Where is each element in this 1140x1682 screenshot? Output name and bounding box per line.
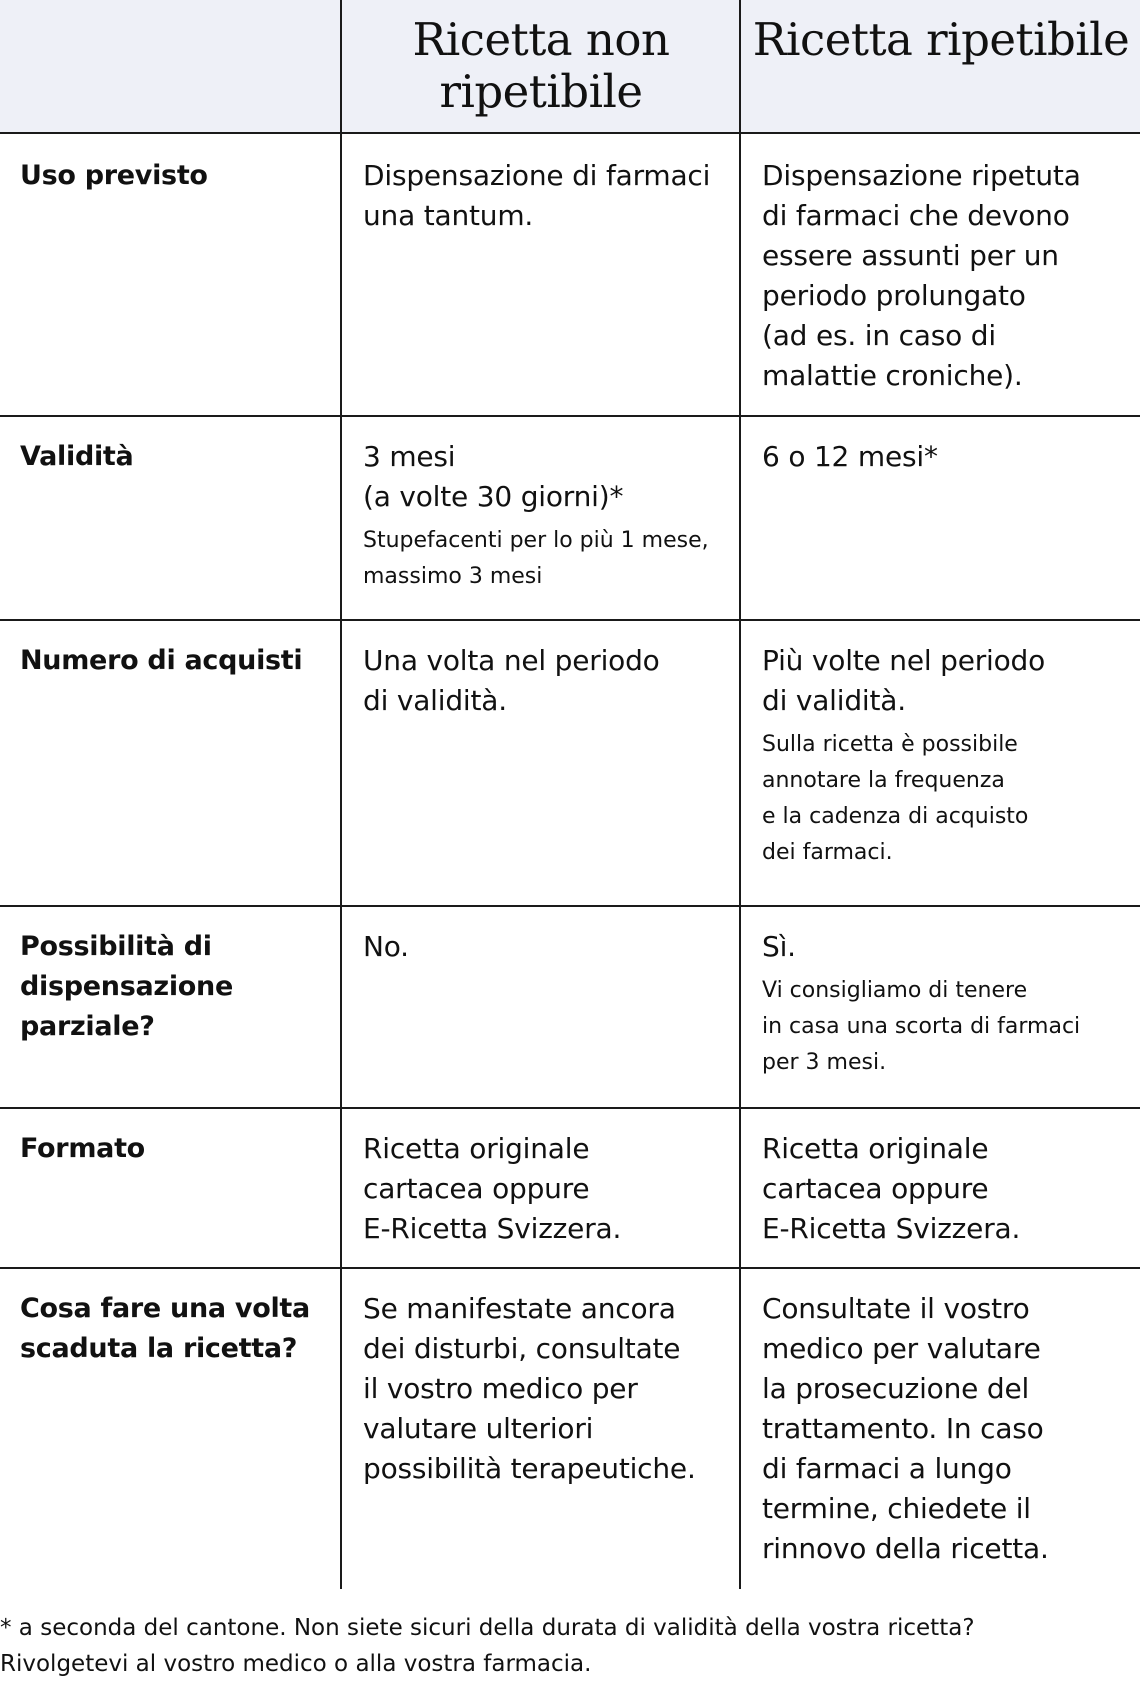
table-row-label <box>20 437 325 477</box>
table-row-label <box>20 641 325 681</box>
row-label-text: Cosa fare una volta scaduta la ricetta? <box>20 1293 310 1364</box>
row-divider <box>0 905 1140 907</box>
row-label-text: Possibilità di dispensazione parziale? <box>20 931 233 1042</box>
cell-main-text: Dispensazione di farmaci una tantum. <box>363 159 711 232</box>
table-cell-repeatable <box>762 437 1132 477</box>
table-cell-non-repeatable <box>363 1289 735 1489</box>
column-divider <box>340 0 342 1589</box>
cell-main-text: Sì. <box>762 930 796 963</box>
row-divider <box>0 1267 1140 1269</box>
table-row-label <box>20 927 325 1047</box>
footnote: * a seconda del cantone. Non siete sicuri della durata di validità della vostra ricetta? Rivolgetevi al vostro medico o alla vostra farmacia. <box>0 1615 975 1677</box>
cell-main-text: No. <box>363 930 409 963</box>
table-row-label <box>20 156 325 196</box>
row-label-text: Formato <box>20 1133 145 1164</box>
table-cell-repeatable <box>762 927 1132 1081</box>
cell-main-text: Ricetta originale cartacea oppure E-Ricetta Svizzera. <box>762 1132 1021 1245</box>
cell-note-text: Stupefacenti per lo più 1 mese, massimo 3 mesi <box>363 528 709 589</box>
row-divider <box>0 1107 1140 1109</box>
row-divider <box>0 619 1140 621</box>
cell-main-text: 3 mesi (a volte 30 giorni)* <box>363 440 624 513</box>
cell-main-text: Più volte nel periodo di validità. <box>762 644 1046 717</box>
table-cell-non-repeatable <box>363 437 733 595</box>
table-cell-non-repeatable <box>363 1129 733 1249</box>
cell-main-text: Ricetta originale cartacea oppure E-Ricetta Svizzera. <box>363 1132 622 1245</box>
cell-note-text: Vi consigliamo di tenere in casa una scorta di farmaci per 3 mesi. <box>762 978 1081 1075</box>
cell-main-text: Se manifestate ancora dei disturbi, consultate il vostro medico per valutare ulteriori possibilità terapeutiche. <box>363 1292 696 1485</box>
cell-main-text: Dispensazione ripetuta di farmaci che devono essere assunti per un periodo prolungato (ad es. in caso di malattie croniche). <box>762 159 1081 392</box>
cell-main-text: 6 o 12 mesi* <box>762 440 938 473</box>
table-row-label <box>20 1289 335 1369</box>
row-label-text: Validità <box>20 441 134 472</box>
cell-note-text: Sulla ricetta è possibile annotare la frequenza e la cadenza di acquisto dei farmaci. <box>762 732 1029 865</box>
table-row-label <box>20 1129 325 1169</box>
row-label-text: Uso previsto <box>20 160 208 191</box>
table-cell-non-repeatable <box>363 927 733 967</box>
table-cell-repeatable <box>762 1289 1132 1569</box>
table-cell-non-repeatable <box>363 641 733 721</box>
table-cell-repeatable <box>762 641 1132 871</box>
table-cell-repeatable <box>762 1129 1132 1249</box>
cell-main-text: Consultate il vostro medico per valutare la prosecuzione del trattamento. In caso di farmaci a lungo termine, chiedete il rinnovo della ricetta. <box>762 1292 1049 1565</box>
row-divider <box>0 415 1140 417</box>
cell-main-text: Una volta nel periodo di validità. <box>363 644 660 717</box>
column-header-non-repeatable: Ricetta non ripetibile <box>412 13 670 118</box>
table-cell-non-repeatable <box>363 156 728 236</box>
row-label-text: Numero di acquisti <box>20 645 303 676</box>
column-header-repeatable: Ricetta ripetibile <box>752 13 1130 66</box>
column-divider <box>739 0 741 1589</box>
table-cell-repeatable <box>762 156 1132 396</box>
